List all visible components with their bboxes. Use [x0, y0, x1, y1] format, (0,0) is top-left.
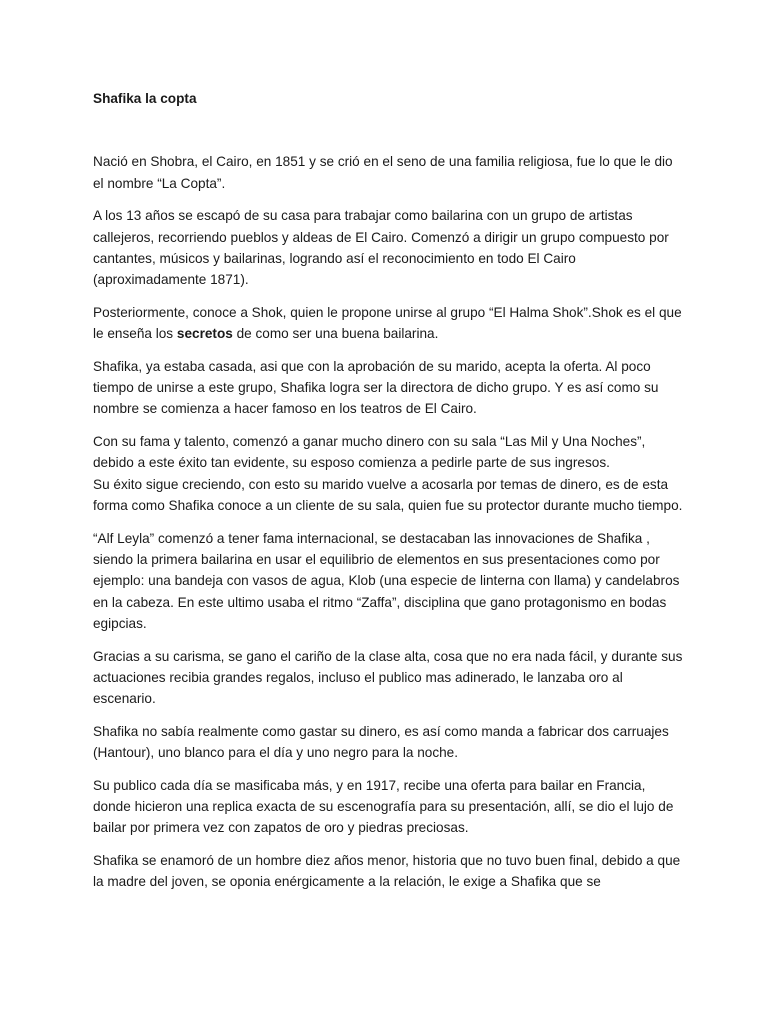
paragraph-3: [93, 302, 685, 345]
paragraph-10: Shafika se enamoró de un hombre diez años menor, historia que no tuvo buen final, debido a que la madre del joven, se oponia enérgicamente a la relación, le exige a Shafika que se: [93, 852, 681, 890]
paragraph-2: A los 13 años se escapó de su casa para trabajar como bailarina con un grupo de artistas callejeros, recorriendo pueblos y aldeas de El Cairo. Comenzó a dirigir un grupo compuesto por cantantes, músicos y bailarinas, logrando así el reconocimiento en todo El Cairo (aproximadamente 1871).: [93, 208, 669, 288]
paragraph-5: Con su fama y talento, comenzó a ganar mucho dinero con su sala “Las Mil y Una Noches”, debido a este éxito tan evidente, su esposo comienza a pedirle parte de sus ingresos. Su éxito sigue creciendo, con esto su marido vuelve a acosarla por temas de dinero, es de esta forma como Shafika conoce a un cliente de su sala, quien fue su protector durante mucho tiempo.: [93, 433, 683, 514]
paragraph-9: Su publico cada día se masificaba más, y en 1917, recibe una oferta para bailar en Francia, donde hicieron una replica exacta de su escenografía para su presentación, allí, se dio el lujo de bailar por primera vez con zapatos de oro y piedras preciosas.: [93, 777, 674, 836]
paragraph-3-text-after: de como ser una buena bailarina.: [232, 326, 439, 342]
paragraph-4: Shafika, ya estaba casada, asi que con la aprobación de su marido, acepta la oferta. Al poco tiempo de unirse a este grupo, Shafika logra ser la directora de dicho grupo. Y es así como su nombre se comienza a hacer famoso en los teatros de El Cairo.: [93, 358, 659, 417]
paragraph-6: “Alf Leyla” comenzó a tener fama internacional, se destacaban las innovaciones de Shafika , siendo la primera bailarina en usar el equilibrio de elementos en sus presentaciones como por ejemplo: una bandeja con vasos de agua, Klob (una especie de linterna con llama) y candelabros en la cabeza. En este ultimo usaba el ritmo “Zaffa”, disciplina que gano protagonismo en bodas egipcias.: [93, 530, 680, 632]
paragraph-3-bold-word: secretos: [176, 326, 233, 342]
document-body: [93, 88, 685, 904]
paragraph-8: Shafika no sabía realmente como gastar su dinero, es así como manda a fabricar dos carruajes (Hantour), uno blanco para el día y uno negro para la noche.: [93, 723, 669, 761]
paragraph-1: Nació en Shobra, el Cairo, en 1851 y se crió en el seno de una familia religiosa, fue lo que le dio el nombre “La Copta”.: [93, 154, 673, 191]
paragraph-7: Gracias a su carisma, se gano el cariño de la clase alta, cosa que no era nada fácil, y durante sus actuaciones recibia grandes regalos, incluso el publico mas adinerado, le lanzaba oro al escenario.: [93, 648, 683, 707]
paragraph-3-text-before: Posteriormente, conoce a Shok, quien le propone unirse al grupo “El Halma Shok”.Shok es el que le enseña los: [93, 304, 682, 342]
document-title: Shafika la copta: [93, 91, 197, 106]
